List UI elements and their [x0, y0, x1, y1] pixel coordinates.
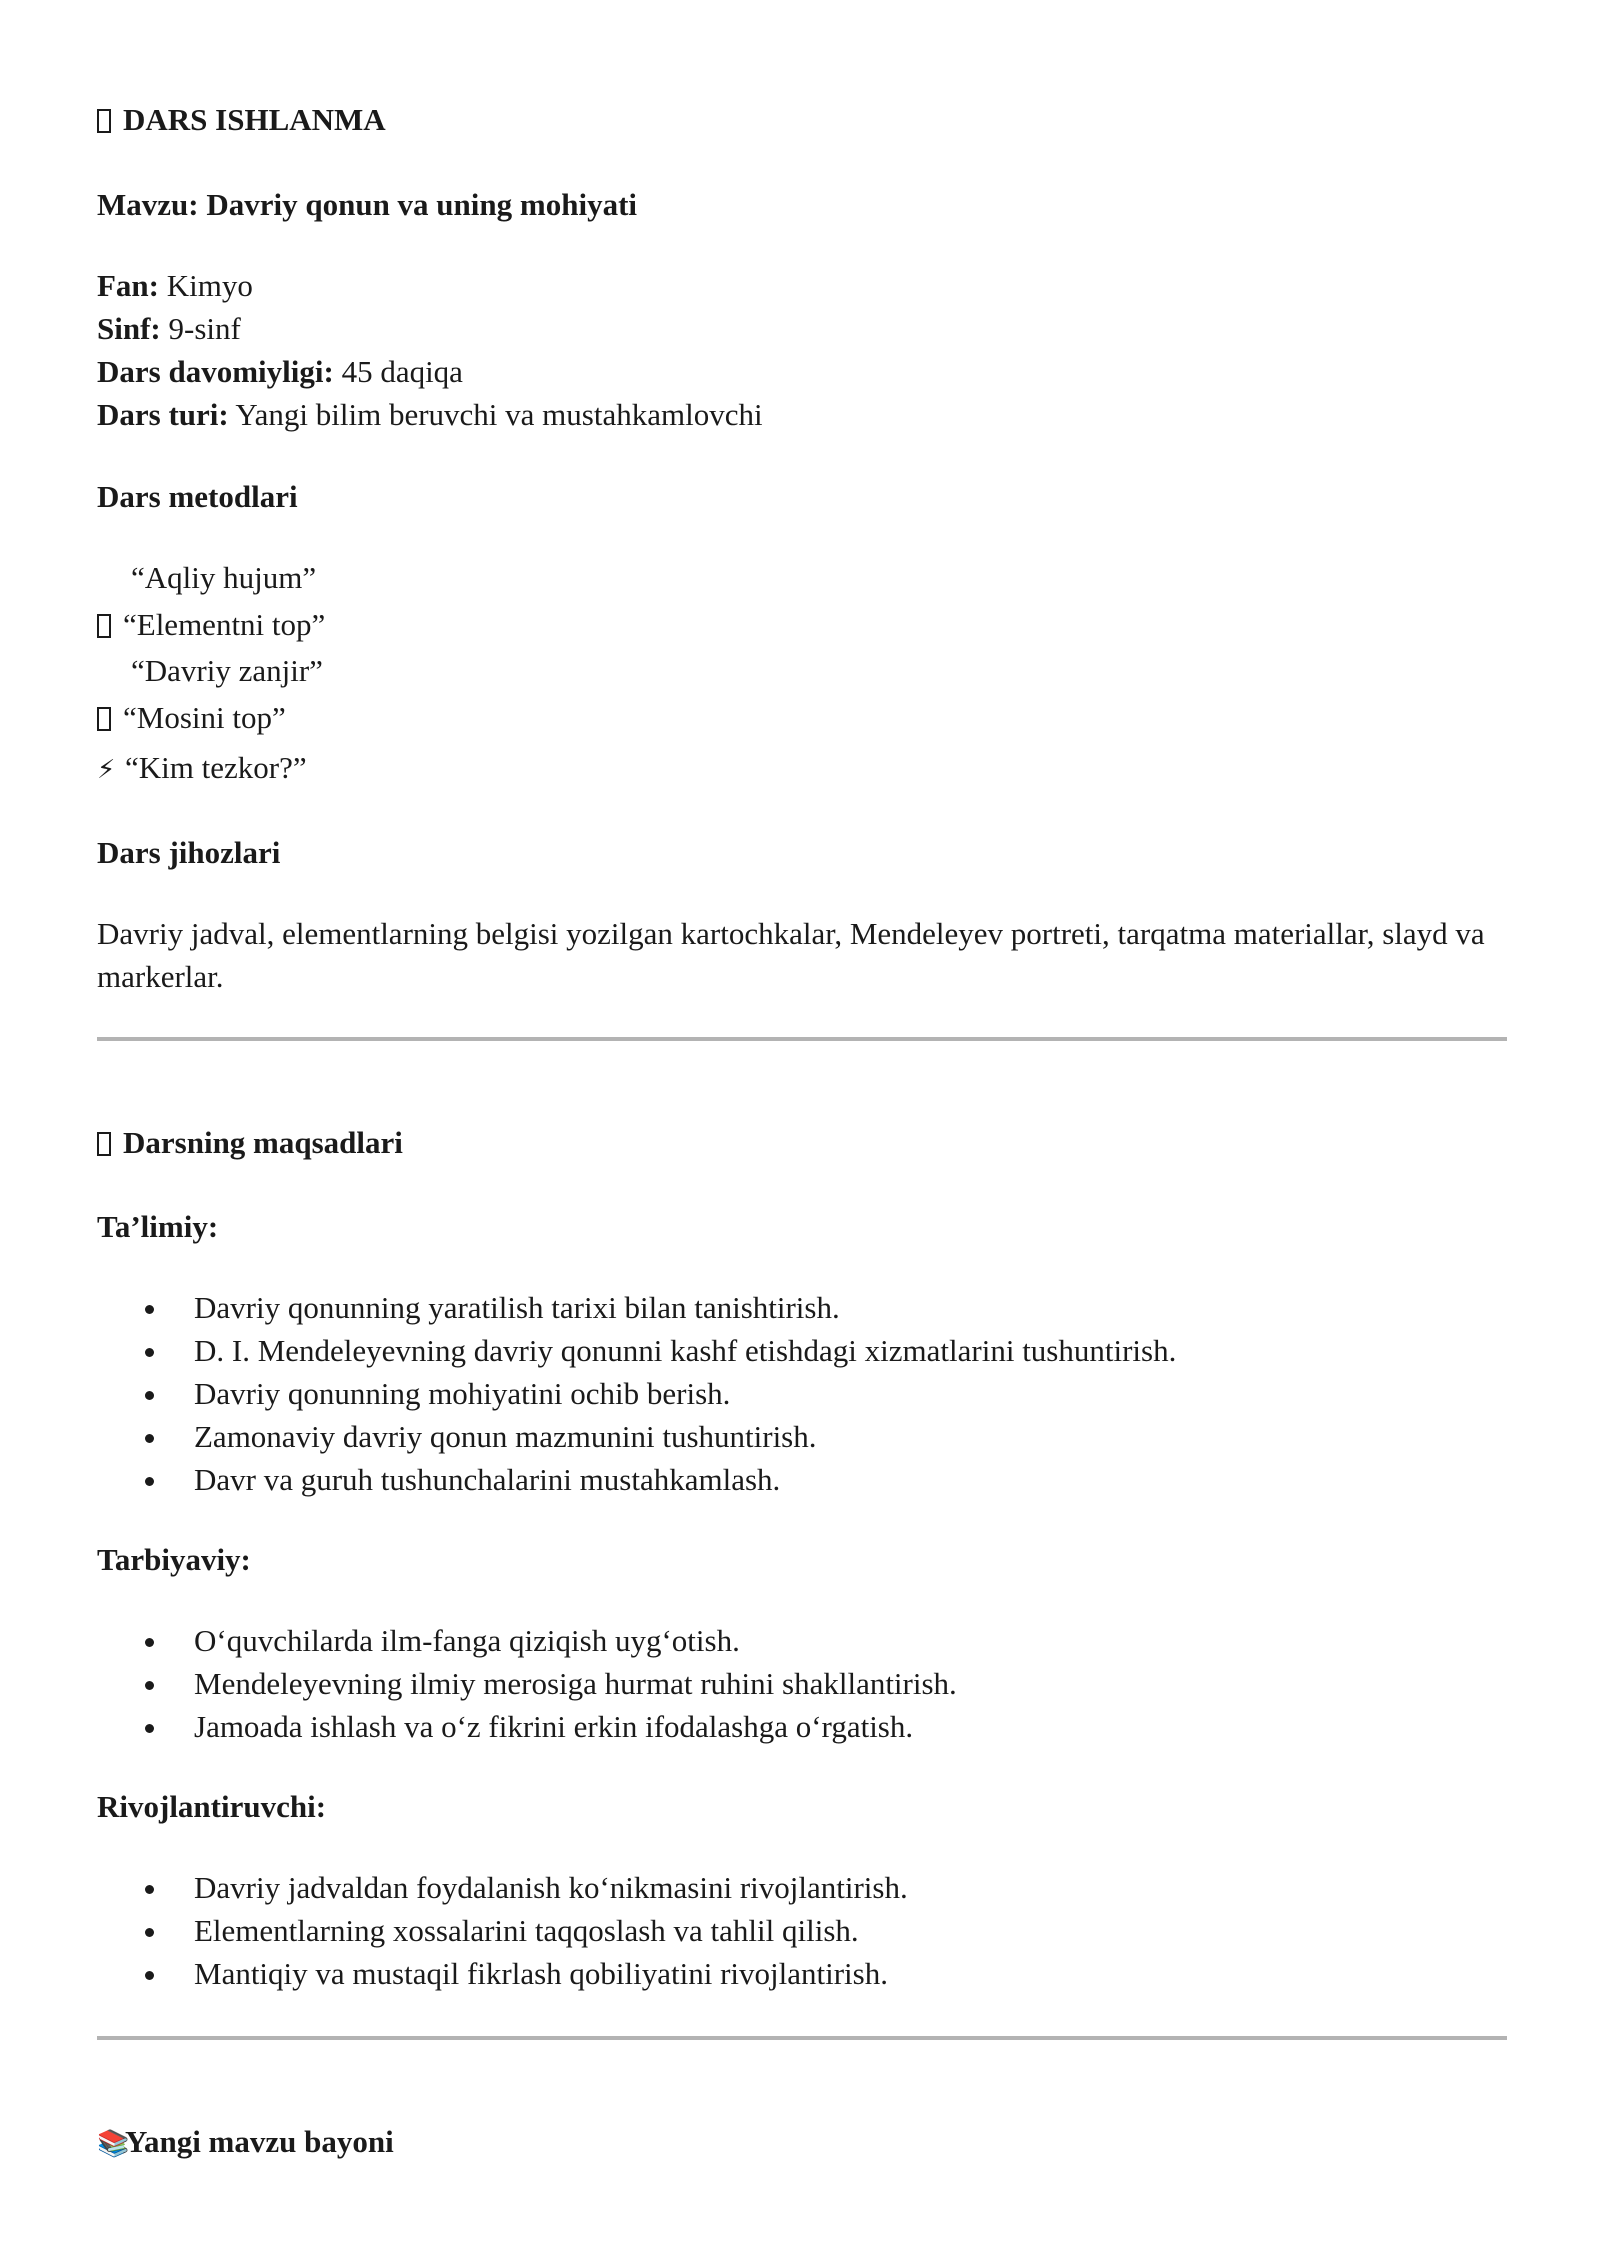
info-label: Dars turi: [97, 397, 229, 432]
info-value: 9-sinf [168, 311, 241, 346]
upbringing-list [97, 1619, 957, 1748]
missing-glyph-icon [97, 707, 111, 731]
methods-heading: Dars metodlari [97, 479, 298, 514]
list-item: Mantiqiy va mustaqil fikrlash qobiliyatini rivojlantirish. [97, 1952, 908, 1995]
info-grade [97, 307, 241, 350]
method-text: “Davriy zanjir” [131, 653, 323, 688]
method-text: “Mosini top” [123, 700, 286, 735]
title-text: DARS ISHLANMA [123, 102, 386, 137]
list-item: Mendeleyevning ilmiy merosiga hurmat ruhini shakllantirish. [97, 1662, 957, 1705]
upbringing-heading: Tarbiyaviy: [97, 1542, 251, 1577]
list-item: Davriy qonunning mohiyatini ochib berish. [97, 1372, 1176, 1415]
missing-glyph-icon [97, 1132, 111, 1156]
section-divider [97, 2036, 1507, 2040]
list-item: Elementlarning xossalarini taqqoslash va tahlil qilish. [97, 1909, 908, 1952]
books-icon: 📚 [97, 2129, 130, 2159]
goals-heading [97, 1121, 403, 1164]
method-item [97, 649, 323, 692]
list-item: O‘quvchilarda ilm-fanga qiziqish uyg‘otish. [97, 1619, 957, 1662]
method-text: “Elementni top” [123, 607, 326, 642]
info-duration [97, 350, 463, 393]
educational-heading: Ta’limiy: [97, 1209, 219, 1244]
info-subject [97, 264, 253, 307]
info-label: Fan: [97, 268, 159, 303]
equipment-heading: Dars jihozlari [97, 835, 281, 870]
list-item: Davriy jadvaldan foydalanish ko‘nikmasini rivojlantirish. [97, 1866, 908, 1909]
info-value: 45 daqiqa [341, 354, 463, 389]
info-label: Sinf: [97, 311, 161, 346]
list-item: Jamoada ishlash va o‘z fikrini erkin ifodalashga o‘rgatish. [97, 1705, 957, 1748]
list-item: Davr va guruh tushunchalarini mustahkamlash. [97, 1458, 1176, 1501]
new-topic-heading-text: Yangi mavzu bayoni [125, 2124, 394, 2159]
method-item [97, 603, 325, 646]
info-value: Yangi bilim beruvchi va mustahkamlovchi [235, 397, 763, 432]
method-item [97, 696, 286, 739]
list-item: Zamonaviy davriy qonun mazmunini tushuntirish. [97, 1415, 1176, 1458]
info-type [97, 393, 763, 436]
list-item: D. I. Mendeleyevning davriy qonunni kashf etishdagi xizmatlarini tushuntirish. [97, 1329, 1176, 1372]
new-topic-heading [97, 2120, 394, 2166]
missing-glyph-icon [97, 109, 111, 133]
info-value: Kimyo [166, 268, 253, 303]
method-item [97, 556, 316, 599]
educational-list [97, 1286, 1176, 1501]
method-item [97, 746, 307, 792]
lesson-topic: Mavzu: Davriy qonun va uning mohiyati [97, 187, 638, 222]
missing-glyph-icon [97, 614, 111, 638]
section-divider [97, 1037, 1507, 1041]
equipment-text: Davriy jadval, elementlarning belgisi yozilgan kartochkalar, Mendeleyev portreti, tarqatma materiallar, slayd va markerlar. [97, 916, 1485, 994]
method-text: “Aqliy hujum” [131, 560, 317, 595]
developmental-list [97, 1866, 908, 1995]
goals-heading-text: Darsning maqsadlari [123, 1125, 403, 1160]
method-text: “Kim tezkor?” [125, 750, 307, 785]
info-label: Dars davomiyligi: [97, 354, 334, 389]
developmental-heading: Rivojlantiruvchi: [97, 1789, 327, 1824]
document-title [97, 98, 386, 141]
lightning-icon: ⚡ [97, 755, 116, 785]
list-item: Davriy qonunning yaratilish tarixi bilan tanishtirish. [97, 1286, 1176, 1329]
